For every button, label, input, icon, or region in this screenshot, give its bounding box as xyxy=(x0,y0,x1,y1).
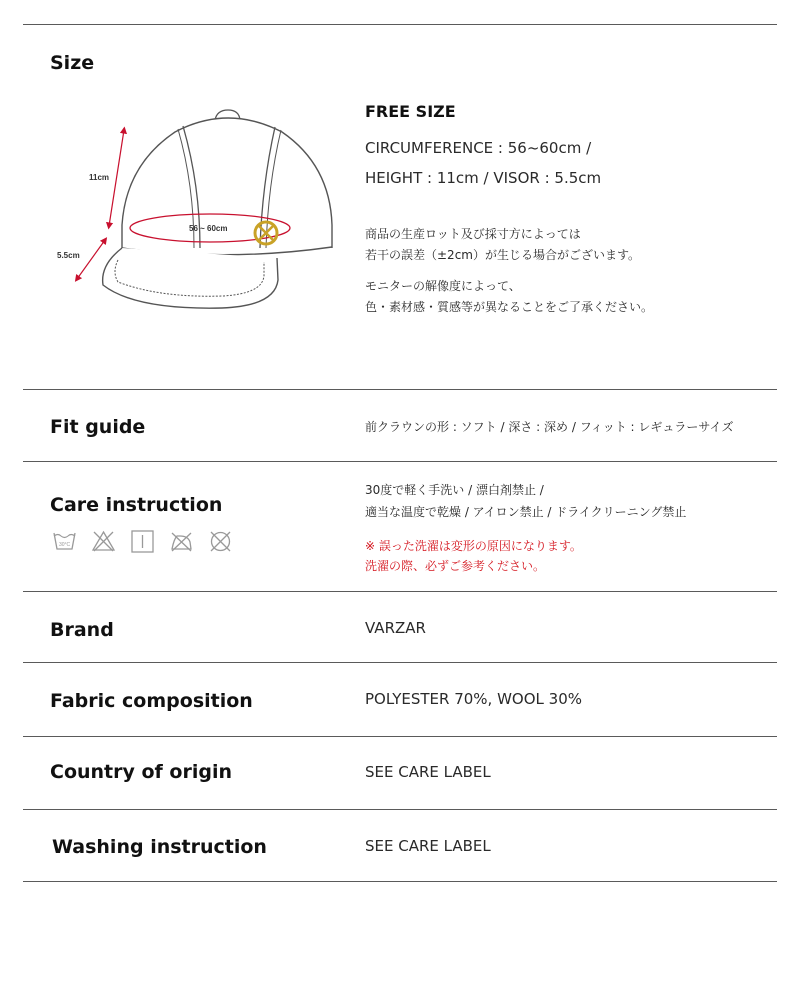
size-note-line-2: 若干の誤差（±2cm）が生じる場合がございます。 xyxy=(365,248,641,262)
circumference-label: 56 ~ 60cm xyxy=(189,224,228,233)
size-heading: Size xyxy=(50,52,95,74)
visor-label: 5.5cm xyxy=(57,251,80,260)
care-instruction-heading: Care instruction xyxy=(50,494,223,516)
measurement-line-2: HEIGHT : 11cm / VISOR : 5.5cm xyxy=(365,169,602,187)
brand-heading: Brand xyxy=(50,619,114,641)
no-dry-clean-icon xyxy=(208,529,233,554)
size-note-line-3: モニターの解像度によって、 xyxy=(365,279,521,293)
fabric-heading: Fabric composition xyxy=(50,690,253,712)
divider xyxy=(23,24,777,25)
fit-guide-value: 前クラウンの形 : ソフト / 深さ : 深め / フィット : レギュラーサイズ xyxy=(365,420,734,434)
svg-text:30°C: 30°C xyxy=(59,542,71,548)
fit-guide-heading: Fit guide xyxy=(50,416,146,438)
fabric-value: POLYESTER 70%, WOOL 30% xyxy=(365,690,582,708)
divider xyxy=(23,809,777,810)
measurement-line-1: CIRCUMFERENCE : 56~60cm / xyxy=(365,139,592,157)
washing-heading: Washing instruction xyxy=(52,836,267,858)
care-line-1: 30度で軽く手洗い / 漂白剤禁止 / xyxy=(365,483,544,497)
divider xyxy=(23,881,777,882)
size-note-line-1: 商品の生産ロット及び採寸方によっては xyxy=(365,227,581,241)
origin-heading: Country of origin xyxy=(50,761,233,783)
free-size-title: FREE SIZE xyxy=(365,102,456,121)
no-iron-icon xyxy=(169,529,194,554)
divider xyxy=(23,591,777,592)
divider xyxy=(23,461,777,462)
care-warning-1: ※ 誤った洗濯は変形の原因になります。 xyxy=(365,539,582,553)
dry-icon xyxy=(130,529,155,554)
size-note-line-4: 色・素材感・質感等が異なることをご了承ください。 xyxy=(365,300,654,314)
origin-value: SEE CARE LABEL xyxy=(365,763,491,781)
cap-size-diagram xyxy=(50,100,350,320)
height-label: 11cm xyxy=(89,173,110,182)
care-icons-row xyxy=(52,529,233,554)
no-bleach-icon xyxy=(91,529,116,554)
divider xyxy=(23,662,777,663)
divider xyxy=(23,736,777,737)
washing-value: SEE CARE LABEL xyxy=(365,837,491,855)
brand-value: VARZAR xyxy=(365,619,426,637)
care-warning-2: 洗濯の際、必ずご参考ください。 xyxy=(365,559,546,573)
hand-wash-30-icon xyxy=(52,529,77,554)
divider xyxy=(23,389,777,390)
care-line-2: 適当な温度で乾燥 / アイロン禁止 / ドライクリーニング禁止 xyxy=(365,505,687,519)
